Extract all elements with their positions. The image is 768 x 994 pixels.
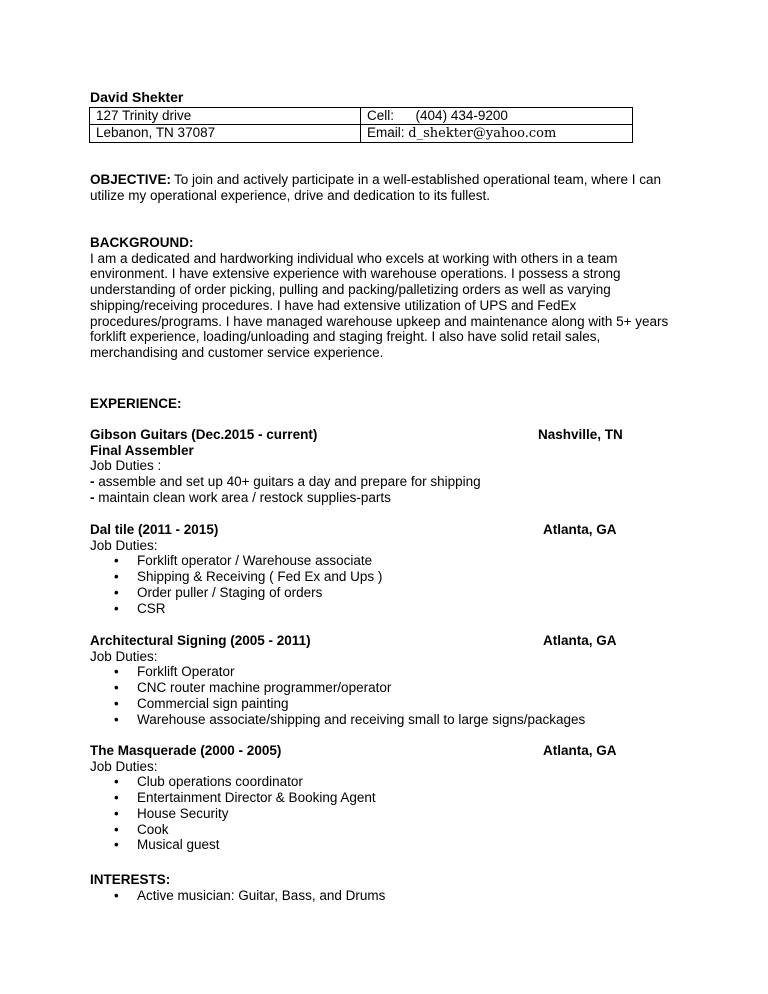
job-header [90,743,650,759]
job-entry [90,427,650,506]
list-item: • Musical guest [90,837,650,853]
list-item: • CSR [90,601,650,617]
job-duties-label: Job Duties: [90,537,158,553]
job-title: Architectural Signing (2005 - 2011) [90,633,311,648]
list-item: • Club operations coordinator [90,774,650,790]
contact-table [89,107,633,143]
objective-section [90,172,690,203]
job-duty: - maintain clean work area / restock supplies-parts [90,489,391,505]
job-entry [90,633,650,727]
job-title: Gibson Guitars (Dec.2015 - current) [90,427,318,442]
email-value[interactable]: d_shekter@yahoo.com [408,126,557,141]
job-location: Atlanta, GA [543,522,617,537]
duties-list [90,664,650,727]
objective-heading: OBJECTIVE: [90,172,172,187]
list-item: • Entertainment Director & Booking Agent [90,790,650,806]
background-section [90,235,670,361]
email-label: Email: [367,125,405,140]
list-item: • CNC router machine programmer/operator [90,680,650,696]
duties-list [90,553,650,616]
job-duties-label: Job Duties: [90,648,158,664]
job-header [90,522,650,538]
list-item: • Order puller / Staging of orders [90,585,650,601]
job-duties-label: Job Duties: [90,758,158,774]
interests-section [90,872,650,904]
job-location: Nashville, TN [538,427,623,442]
interests-list [90,888,650,904]
list-item: • Forklift operator / Warehouse associate [90,553,650,569]
duties-list [90,774,650,853]
job-role: Final Assembler [90,442,194,458]
address-line-1: 127 Trinity drive [90,108,361,125]
cell-label: Cell: [367,108,395,123]
job-header [90,633,650,649]
list-item: • Cook [90,822,650,838]
list-item: • Shipping & Receiving ( Fed Ex and Ups ) [90,569,650,585]
list-item: • Warehouse associate/shipping and receiving small to large signs/packages [90,712,650,728]
address-line-2: Lebanon, TN 37087 [90,125,361,143]
objective-text: To join and actively participate in a well-established operational team, where I can utilize my operational experience, drive and dedication to its fullest. [90,172,662,203]
cell-value: (404) 434-9200 [415,108,508,123]
job-location: Atlanta, GA [543,633,617,648]
job-title: Dal tile (2011 - 2015) [90,522,219,537]
background-heading: BACKGROUND: [90,235,194,250]
job-location: Atlanta, GA [543,743,617,758]
job-entry [90,522,650,616]
job-duties-label: Job Duties : [90,458,162,474]
cell-phone [361,108,633,125]
candidate-name: David Shekter [90,89,184,105]
background-text: I am a dedicated and hardworking individual who excels at working with others in a team environment. I have extensive experience with warehouse operations. I possess a strong understanding of order picking, pulling and packing/palletizing orders as well as varying shipping/receiving procedures. I have had extensive utilization of UPS and FedEx procedures/programs. I have managed warehouse upkeep and maintenance along with 5+ years forklift experience, loading/unloading and staging freight. I also have solid retail sales, merchandising and customer service experience. [90,250,669,360]
job-header [90,427,650,443]
job-entry [90,743,650,853]
interests-heading: INTERESTS: [90,872,171,887]
email [361,125,633,143]
list-item: • Active musician: Guitar, Bass, and Drums [90,888,650,904]
list-item: • Forklift Operator [90,664,650,680]
list-item: • Commercial sign painting [90,696,650,712]
list-item: • House Security [90,806,650,822]
job-title: The Masquerade (2000 - 2005) [90,743,282,758]
experience-heading: EXPERIENCE: [90,396,182,411]
job-duty: - assemble and set up 40+ guitars a day and prepare for shipping [90,474,481,490]
